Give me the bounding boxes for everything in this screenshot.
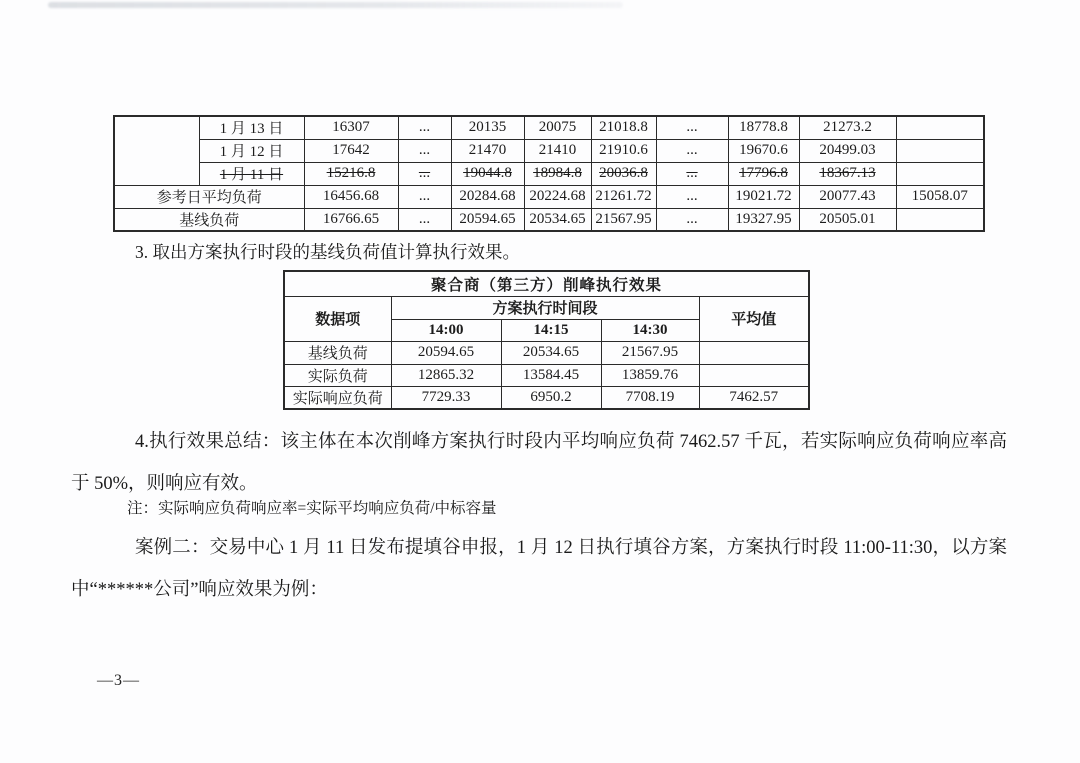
table-cell: 16456.68 xyxy=(304,185,398,208)
table-cell: 15058.07 xyxy=(896,185,984,208)
table-cell: ... xyxy=(656,116,728,139)
table-cell: 16307 xyxy=(304,116,398,139)
table-cell: 21018.8 xyxy=(591,116,656,139)
table-cell: 21410 xyxy=(524,139,591,162)
table-cell: 20534.65 xyxy=(501,341,601,364)
row-label-cell: 参考日平均负荷 xyxy=(114,185,304,208)
table-cell: ... xyxy=(656,208,728,231)
table-cell: ... xyxy=(398,162,451,185)
table-cell xyxy=(699,341,809,364)
table-cell xyxy=(699,364,809,386)
header-average: 平均值 xyxy=(699,296,809,341)
header-time-slot: 14:00 xyxy=(391,319,501,341)
table-cell: ... xyxy=(656,139,728,162)
table-cell: 17642 xyxy=(304,139,398,162)
step3-text: 3. 取出方案执行时段的基线负荷值计算执行效果。 xyxy=(135,242,520,262)
table-cell: 20499.03 xyxy=(799,139,896,162)
table-cell: 6950.2 xyxy=(501,386,601,409)
table-cell: 20224.68 xyxy=(524,185,591,208)
table-cell: 20534.65 xyxy=(524,208,591,231)
table-cell: 18778.8 xyxy=(728,116,799,139)
table-cell: 17796.8 xyxy=(728,162,799,185)
table-cell: 12865.32 xyxy=(391,364,501,386)
date-cell: 1 月 11 日 xyxy=(199,162,304,185)
peak-shaving-result-table xyxy=(283,270,810,410)
row-label-cell: 基线负荷 xyxy=(284,341,391,364)
table-cell: 20075 xyxy=(524,116,591,139)
table-cell: ... xyxy=(656,185,728,208)
date-cell: 1 月 13 日 xyxy=(199,116,304,139)
table-row xyxy=(114,139,984,162)
table-cell: ... xyxy=(398,185,451,208)
header-time-slot: 14:30 xyxy=(601,319,699,341)
scan-artifact xyxy=(48,2,623,8)
table-cell: 18367.13 xyxy=(799,162,896,185)
table-cell xyxy=(896,116,984,139)
table-cell: 21567.95 xyxy=(591,208,656,231)
table-row xyxy=(284,364,809,386)
table-cell: 20077.43 xyxy=(799,185,896,208)
table-cell: 18984.8 xyxy=(524,162,591,185)
date-cell: 1 月 12 日 xyxy=(199,139,304,162)
table-cell xyxy=(896,208,984,231)
table-row xyxy=(114,116,984,139)
table-cell: 21567.95 xyxy=(601,341,699,364)
table-cell: ... xyxy=(398,208,451,231)
table-cell: 20135 xyxy=(451,116,524,139)
table-cell: 20505.01 xyxy=(799,208,896,231)
table-cell: ... xyxy=(398,139,451,162)
table-cell-empty xyxy=(114,116,199,185)
row-label-cell: 实际响应负荷 xyxy=(284,386,391,409)
table-cell: 16766.65 xyxy=(304,208,398,231)
table-cell: 13584.45 xyxy=(501,364,601,386)
table-cell: 20594.65 xyxy=(391,341,501,364)
row-label-cell: 实际负荷 xyxy=(284,364,391,386)
table-cell: 19327.95 xyxy=(728,208,799,231)
table-cell: 15216.8 xyxy=(304,162,398,185)
row-label-cell: 基线负荷 xyxy=(114,208,304,231)
table-cell: 20036.8 xyxy=(591,162,656,185)
baseline-load-table xyxy=(113,115,985,232)
table-title: 聚合商（第三方）削峰执行效果 xyxy=(284,271,809,296)
table-cell: 7708.19 xyxy=(601,386,699,409)
table-row xyxy=(114,185,984,208)
table-cell: 13859.76 xyxy=(601,364,699,386)
table-cell: ... xyxy=(656,162,728,185)
table-cell: 19021.72 xyxy=(728,185,799,208)
summary-paragraph: 4.执行效果总结：该主体在本次削峰方案执行时段内平均响应负荷 7462.57 千瓦，若实际响应负荷响应率高于 50%，则响应有效。 xyxy=(71,432,1007,494)
table-row xyxy=(284,296,809,319)
table-cell: 20284.68 xyxy=(451,185,524,208)
table-cell: 7462.57 xyxy=(699,386,809,409)
table-cell: 19044.8 xyxy=(451,162,524,185)
header-data-item: 数据项 xyxy=(284,296,391,341)
table-cell: 21470 xyxy=(451,139,524,162)
table-row-struck xyxy=(114,162,984,185)
header-exec-period: 方案执行时间段 xyxy=(391,296,699,319)
table-row xyxy=(284,386,809,409)
table-cell: 21273.2 xyxy=(799,116,896,139)
note-text: 注：实际响应负荷响应率=实际平均响应负荷/中标容量 xyxy=(127,500,497,517)
table-row xyxy=(114,208,984,231)
table-cell: 7729.33 xyxy=(391,386,501,409)
table-cell: 19670.6 xyxy=(728,139,799,162)
table-row xyxy=(284,341,809,364)
header-time-slot: 14:15 xyxy=(501,319,601,341)
table-cell: ... xyxy=(398,116,451,139)
table-cell: 20594.65 xyxy=(451,208,524,231)
table-row xyxy=(284,271,809,296)
page-number: —3— xyxy=(97,672,140,689)
table-cell: 21910.6 xyxy=(591,139,656,162)
table-cell xyxy=(896,139,984,162)
case2-paragraph: 案例二：交易中心 1 月 11 日发布提填谷申报，1 月 12 日执行填谷方案，方案执行时段 11:00-11:30，以方案中“******公司”响应效果为例： xyxy=(71,538,1007,600)
table-cell xyxy=(896,162,984,185)
table-cell: 21261.72 xyxy=(591,185,656,208)
